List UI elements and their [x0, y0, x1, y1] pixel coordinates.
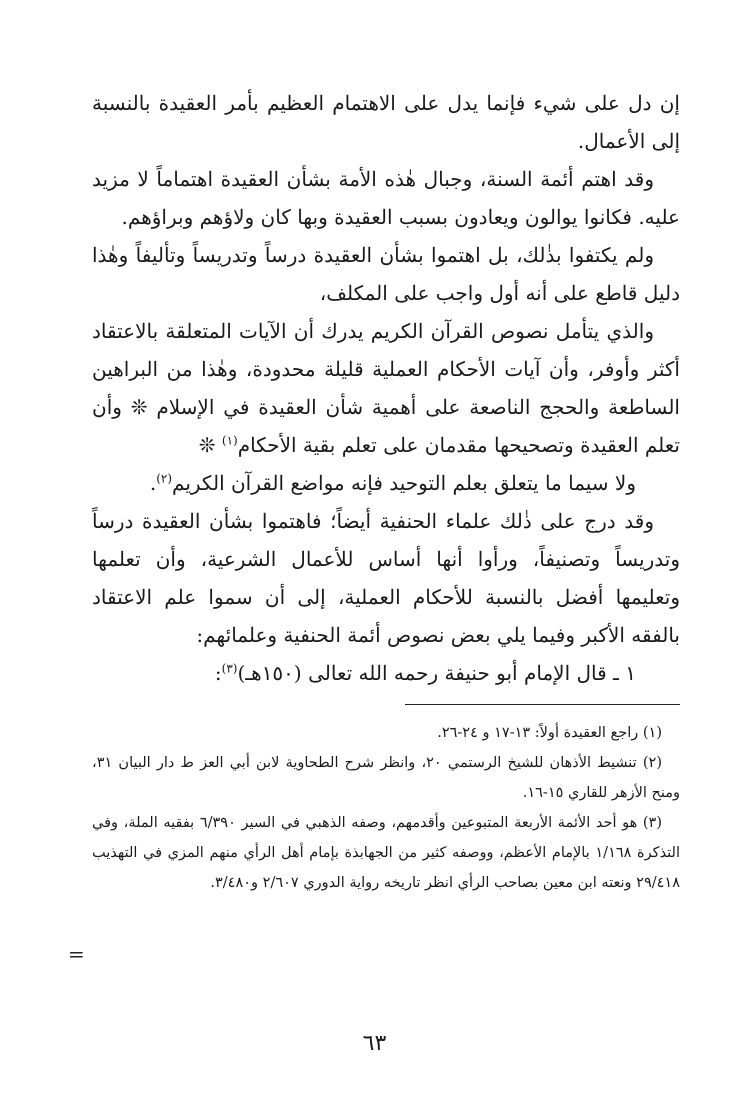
paragraph-2: وقد اهتم أئمة السنة، وجبال هٰذه الأمة بشأن العقيدة اهتماماً لا مزيد عليه. فكانوا يوالون ويعادون بسبب العقيدة وبها كان ولاؤهم وبراؤهم.: [92, 167, 680, 229]
footnotes: [92, 718, 680, 898]
paragraph-6: وقد درج على ذٰلك علماء الحنفية أيضاً؛ فاهتموا بشأن العقيدة درساً وتدريساً وتصنيفاً، ورأوا أنها أساس للأعمال الشرعية، وأن تعلمها وتعليمها أفضل بالنسبة للأحكام العملية، إلى أن سموا علم الاعتقاد بالفقه الأكبر وفيما يلي بعض نصوص أئمة الحنفية وعلمائهم:: [92, 509, 680, 647]
paragraph-7-text: ١ ـ قال الإمام أبو حنيفة رحمه الله تعالى (١٥٠هـ): [237, 661, 636, 685]
paragraph-1: إن دل على شيء فإنما يدل على الاهتمام العظيم بأمر العقيدة بالنسبة إلى الأعمال.: [92, 91, 680, 153]
paragraph-4-text: والذي يتأمل نصوص القرآن الكريم يدرك أن الآيات المتعلقة بالاعتقاد أكثر وأوفر، وأن آيات الأحكام العملية قليلة محدودة، وهٰذا من البراهين الساطعة والحجج الناصعة على أهمية شأن العقيدة في الإسلام ❊ وأن تعلم العقيدة وتصحيحها مقدمان على تعلم بقية الأحكام: [92, 319, 680, 457]
paragraph-5-text: ولا سيما ما يتعلق بعلم التوحيد فإنه مواضع القرآن الكريم: [172, 471, 636, 495]
footnote-3: (٣) هو أحد الأئمة الأربعة المتبوعين وأقدمهم، وصفه الذهبي في السير ٦/٣٩٠ بفقيه الملة، وفي التذكرة ١/١٦٨ بالإمام الأعظم، ووصفه كثير من الجهابذة بإمام أهل الرأي منهم المزي في التهذيب ٢٩/٤١٨ ونعته ابن معين بصاحب الرأي انظر تاريخه رواية الدوري ٢/٦٠٧ و٣/٤٨٠.: [92, 815, 680, 891]
footnote-ref-3: (٣): [221, 661, 238, 676]
body-text: [92, 84, 680, 692]
paragraph-5: [92, 464, 680, 502]
paragraph-7: [92, 654, 680, 692]
paragraph-5-period: .: [149, 471, 157, 495]
page-number: ٦٣: [362, 1031, 387, 1056]
main-body: [92, 84, 680, 692]
footnote-1: (١) راجع العقيدة أولاً: ١٣-١٧ و ٢٤-٢٦.: [437, 725, 662, 741]
footnote-separator: [405, 704, 680, 705]
continuation-mark: =: [68, 942, 85, 966]
paragraph-7-colon: :: [214, 661, 222, 685]
paragraph-4: [92, 312, 680, 464]
footnote-ref-1: (١): [221, 433, 238, 448]
footnote-ref-2: (٢): [156, 471, 173, 486]
paragraph-3: ولم يكتفوا بذٰلك، بل اهتموا بشأن العقيدة درساً وتدريساً وتأليفاً وهٰذا دليل قاطع على أنه أول واجب على المكلف،: [92, 243, 680, 305]
footnote-2: (٢) تنشيط الأذهان للشيخ الرستمي ٢٠، وانظر شرح الطحاوية لابن أبي العز ط دار البيان ٣١، ومنح الأزهر للقاري ١٥-١٦.: [92, 755, 680, 801]
paragraph-4-ornament: ❊: [198, 433, 216, 457]
